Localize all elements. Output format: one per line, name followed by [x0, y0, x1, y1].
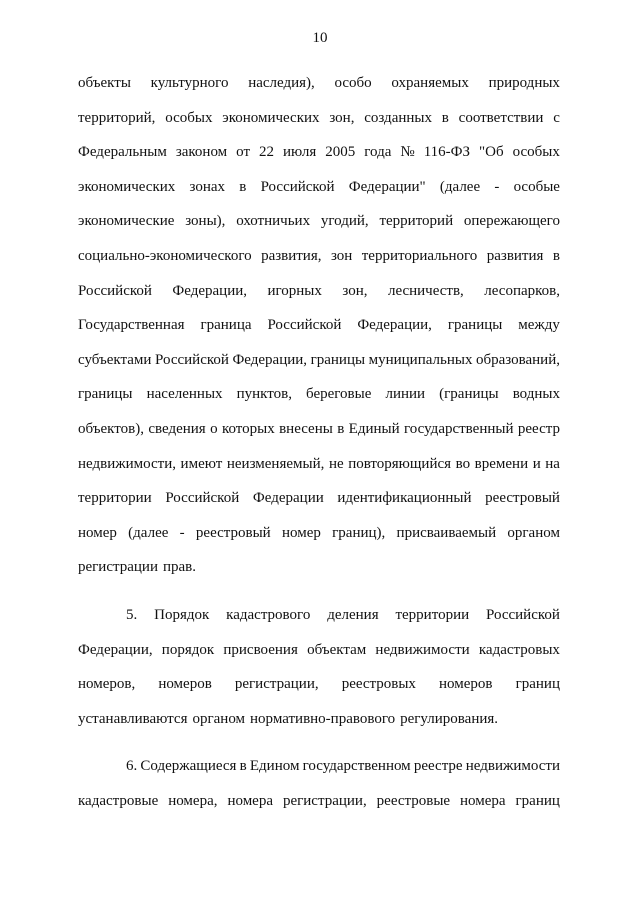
- word: наследия),: [248, 75, 315, 91]
- word: муниципальных: [368, 351, 473, 368]
- word: Федерации,: [232, 351, 308, 368]
- word: границ: [515, 792, 560, 809]
- word: недвижимости: [375, 641, 470, 658]
- word: идентификационный: [337, 490, 472, 507]
- word: порядок: [161, 641, 215, 658]
- text-line: [78, 142, 560, 177]
- word: линии: [385, 386, 426, 403]
- word: в: [337, 420, 345, 437]
- text-line: [78, 108, 560, 143]
- word: номеров: [158, 676, 212, 693]
- word: границ),: [332, 524, 386, 541]
- word: (далее: [128, 524, 169, 541]
- word: созданных: [364, 109, 432, 126]
- word: Содержащиеся: [140, 758, 237, 775]
- word: во: [455, 455, 471, 472]
- word: №: [400, 144, 415, 161]
- word: границы: [447, 317, 503, 334]
- text-line: [78, 211, 560, 246]
- word: реестровых: [341, 676, 416, 693]
- word: которых: [221, 420, 275, 437]
- word: номеров: [439, 676, 493, 693]
- word: социально-экономического: [78, 247, 252, 264]
- word: зон: [330, 247, 353, 264]
- word: регистрации,: [234, 676, 319, 693]
- word: Порядок: [154, 606, 210, 623]
- word: номеров,: [78, 676, 136, 693]
- word: Российской: [154, 351, 229, 368]
- word: особые: [513, 178, 560, 195]
- text-line: [78, 384, 560, 419]
- word: регистрации: [78, 559, 158, 576]
- text-line: [78, 73, 560, 108]
- word: номер: [281, 524, 321, 541]
- word: территориального: [361, 247, 478, 264]
- text-line: [78, 605, 560, 640]
- word: зон,: [329, 109, 355, 126]
- word: территории: [78, 490, 152, 507]
- word: Российской: [78, 282, 152, 299]
- word: Едином: [249, 758, 300, 775]
- word: прав.: [162, 559, 197, 576]
- word: соответствии: [458, 109, 544, 126]
- word: государственном: [302, 758, 411, 775]
- word: и: [532, 455, 541, 472]
- text-line: [78, 454, 560, 489]
- word: территорий,: [78, 109, 156, 126]
- word: июля: [283, 144, 317, 161]
- word: водных: [512, 386, 560, 403]
- word: в: [239, 758, 247, 775]
- word: деления: [327, 606, 379, 623]
- word: недвижимости: [465, 758, 560, 775]
- word: Российской: [267, 317, 342, 334]
- word: неизменяемый,: [226, 455, 325, 472]
- word: зоны),: [185, 213, 226, 230]
- word: субъектами: [78, 351, 152, 368]
- text-line: [78, 177, 560, 212]
- word: внесены: [279, 420, 333, 437]
- word: культурного: [150, 75, 229, 91]
- word: Федерации,: [172, 282, 247, 299]
- word: границы: [310, 351, 366, 368]
- text-line: [78, 419, 560, 454]
- word: органом: [192, 710, 246, 727]
- word: образований,: [475, 351, 560, 368]
- word: 2005: [325, 144, 356, 161]
- word: присваиваемый: [396, 524, 497, 541]
- word: Государственная: [78, 317, 185, 334]
- text-line: [78, 523, 560, 558]
- text-line: [78, 791, 560, 826]
- word: реестровый: [485, 490, 560, 507]
- word: -: [179, 524, 185, 541]
- word: регулирования.: [400, 710, 499, 727]
- word: лесопарков,: [484, 282, 560, 299]
- word: охраняемых: [391, 75, 469, 91]
- word: Федерации,: [78, 641, 153, 658]
- word: номер: [78, 524, 117, 541]
- word: (границы: [439, 386, 499, 403]
- word: в: [441, 109, 449, 126]
- word: в: [239, 178, 247, 195]
- word: государственный: [404, 420, 514, 437]
- word: реестровый: [195, 524, 271, 541]
- text-line: [78, 350, 560, 385]
- word: реестровые: [376, 792, 451, 809]
- text-line: [78, 756, 560, 791]
- word: угодий,: [320, 213, 369, 230]
- word: Российской: [165, 490, 240, 507]
- word: номера,: [168, 792, 218, 809]
- word: -: [494, 178, 500, 195]
- word: особых: [165, 109, 213, 126]
- word: охотничьих: [236, 213, 311, 230]
- paragraph: [78, 756, 560, 825]
- word: кадастровых: [478, 641, 560, 658]
- word: территорий: [379, 213, 454, 230]
- word: границ: [515, 676, 560, 693]
- word: (далее: [439, 178, 481, 195]
- word: 116-ФЗ: [423, 144, 471, 161]
- word: в: [552, 247, 560, 264]
- word: от: [236, 144, 251, 161]
- word: реестр: [517, 420, 560, 437]
- paragraph-gap: [78, 592, 560, 605]
- paragraph: [78, 605, 560, 743]
- word: лесничеств,: [387, 282, 464, 299]
- word: номера: [460, 792, 506, 809]
- word: экономических: [222, 109, 320, 126]
- text-line: [78, 281, 560, 316]
- word: присвоения: [223, 641, 298, 658]
- word: особых: [512, 144, 560, 161]
- word: законом: [175, 144, 228, 161]
- word: сведения: [148, 420, 206, 437]
- word: органом: [507, 524, 560, 541]
- word: кадастрового: [226, 606, 311, 623]
- text-line: [78, 709, 560, 744]
- word: экономических: [78, 178, 176, 195]
- word: объектов),: [78, 420, 144, 437]
- word: регистрации,: [282, 792, 367, 809]
- word: Единый: [348, 420, 400, 437]
- word: зон,: [342, 282, 368, 299]
- word: на: [545, 455, 560, 472]
- word: населенных: [146, 386, 223, 403]
- word: года: [364, 144, 392, 161]
- word: зонах: [189, 178, 226, 195]
- word: не: [328, 455, 344, 472]
- word: 22: [259, 144, 275, 161]
- word: Российской: [260, 178, 335, 195]
- word: опережающего: [463, 213, 560, 230]
- word: 5.: [126, 606, 138, 623]
- word: развития: [486, 247, 544, 264]
- word: повторяющийся: [348, 455, 452, 472]
- text-line: [78, 640, 560, 675]
- text-line: [78, 246, 560, 281]
- word: между: [518, 317, 560, 334]
- text-line: [78, 488, 560, 523]
- word: Федерации,: [357, 317, 432, 334]
- page-number: 10: [312, 30, 328, 46]
- text-line: [78, 557, 560, 592]
- word: Российской: [486, 606, 560, 623]
- word: границы: [78, 386, 133, 403]
- word: имеют: [180, 455, 223, 472]
- word: Федерации": [348, 178, 426, 195]
- word: времени: [474, 455, 529, 472]
- word: природных: [488, 75, 560, 91]
- word: о: [210, 420, 218, 437]
- word: Федерации: [252, 490, 324, 507]
- word: территории: [395, 606, 470, 623]
- paragraph-gap: [78, 743, 560, 756]
- word: "Об: [479, 144, 504, 161]
- word: 6.: [126, 758, 138, 775]
- word: реестре: [413, 758, 463, 775]
- paragraph: [78, 73, 560, 592]
- word: игорных: [267, 282, 322, 299]
- document-body: [78, 73, 560, 825]
- word: экономические: [78, 213, 175, 230]
- word: береговые: [306, 386, 372, 403]
- word: нормативно-правового: [250, 710, 396, 727]
- text-line: [78, 674, 560, 709]
- word: пунктов,: [236, 386, 292, 403]
- word: объекты: [78, 75, 131, 91]
- text-line: [78, 315, 560, 350]
- word: особо: [334, 75, 372, 91]
- word: развития,: [261, 247, 322, 264]
- word: граница: [200, 317, 252, 334]
- word: недвижимости,: [78, 455, 176, 472]
- word: устанавливаются: [78, 710, 188, 727]
- word: с: [553, 109, 560, 126]
- word: кадастровые: [78, 792, 159, 809]
- word: номера: [227, 792, 274, 809]
- word: Федеральным: [78, 144, 167, 161]
- word: объектам: [307, 641, 367, 658]
